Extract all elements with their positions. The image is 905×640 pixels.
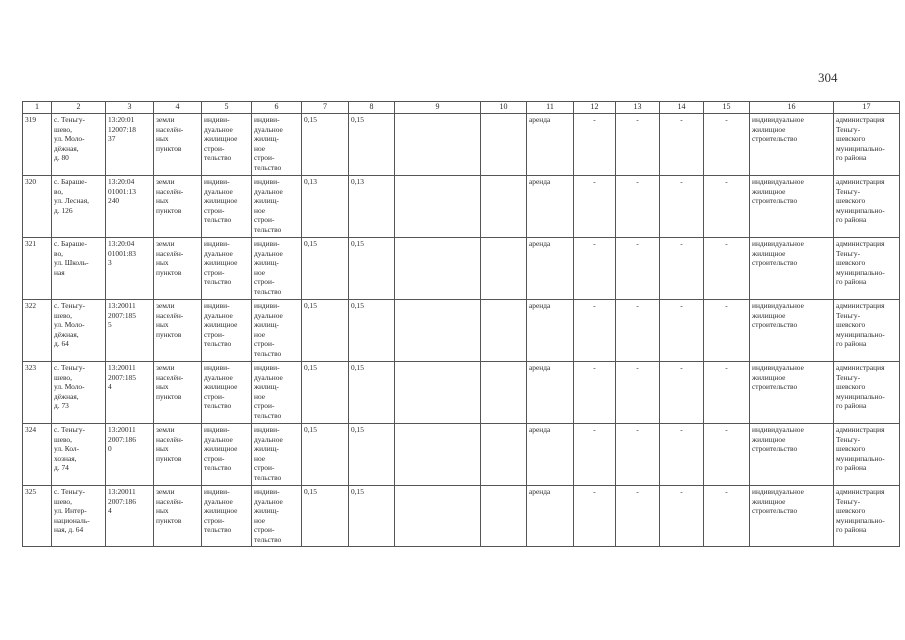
column-number: 5	[202, 102, 252, 114]
empty-cell	[481, 486, 527, 547]
address-cell: с. Теньгу- шево, ул. Интер- националь- ная, д. 64	[52, 486, 106, 547]
cadastral-number-cell: 13:20011 2007:186 4	[106, 486, 154, 547]
dash-cell: -	[660, 300, 704, 362]
owner-cell: администрация Теньгу- шевского муниципально- го района	[834, 238, 900, 300]
actual-use-cell: индиви- дуальное жилищ- ное строи- тельство	[252, 114, 302, 176]
column-number: 4	[154, 102, 202, 114]
actual-use-cell: индиви- дуальное жилищ- ное строи- тельство	[252, 424, 302, 486]
empty-cell	[481, 176, 527, 238]
cadastral-number-cell: 13:20011 2007:186 0	[106, 424, 154, 486]
table-row	[23, 424, 900, 486]
dash-cell: -	[660, 486, 704, 547]
column-number: 8	[349, 102, 395, 114]
address-cell: с. Бараше- во, ул. Лесная, д. 126	[52, 176, 106, 238]
empty-cell	[481, 114, 527, 176]
cadastral-number-cell: 13:20011 2007:185 4	[106, 362, 154, 424]
empty-cell	[395, 114, 481, 176]
right-type-cell: аренда	[527, 238, 574, 300]
area-cell: 0,15	[349, 238, 395, 300]
actual-use-cell: индиви- дуальное жилищ- ное строи- тельство	[252, 176, 302, 238]
purpose-cell: индивидуальное жилищное строительство	[750, 424, 834, 486]
dash-cell: -	[660, 362, 704, 424]
owner-cell: администрация Теньгу- шевского муниципально- го района	[834, 486, 900, 547]
purpose-cell: индивидуальное жилищное строительство	[750, 114, 834, 176]
dash-cell: -	[660, 176, 704, 238]
actual-use-cell: индиви- дуальное жилищ- ное строи- тельство	[252, 486, 302, 547]
actual-use-cell: индиви- дуальное жилищ- ное строи- тельство	[252, 362, 302, 424]
column-number: 10	[481, 102, 527, 114]
dash-cell: -	[660, 238, 704, 300]
address-cell: с. Теньгу- шево, ул. Моло- дёжная, д. 64	[52, 300, 106, 362]
area-cell: 0,15	[302, 300, 349, 362]
land-category-cell: земли населён- ных пунктов	[154, 114, 202, 176]
column-number: 1	[23, 102, 52, 114]
actual-use-cell: индиви- дуальное жилищ- ное строи- тельство	[252, 300, 302, 362]
empty-cell	[395, 176, 481, 238]
empty-cell	[481, 238, 527, 300]
land-plots-table	[22, 101, 900, 547]
dash-cell: -	[616, 238, 660, 300]
table-body	[23, 114, 900, 547]
address-cell: с. Теньгу- шево, ул. Кол- хозная, д. 74	[52, 424, 106, 486]
land-category-cell: земли населён- ных пунктов	[154, 362, 202, 424]
dash-cell: -	[616, 176, 660, 238]
empty-cell	[395, 238, 481, 300]
land-category-cell: земли населён- ных пунктов	[154, 486, 202, 547]
dash-cell: -	[574, 300, 616, 362]
permitted-use-cell: индиви- дуальное жилищное строи- тельство	[202, 238, 252, 300]
column-number: 12	[574, 102, 616, 114]
table-row	[23, 238, 900, 300]
row-number-cell: 323	[23, 362, 52, 424]
dash-cell: -	[574, 362, 616, 424]
land-category-cell: земли населён- ных пунктов	[154, 424, 202, 486]
dash-cell: -	[616, 362, 660, 424]
area-cell: 0,15	[349, 424, 395, 486]
dash-cell: -	[704, 362, 750, 424]
permitted-use-cell: индиви- дуальное жилищное строи- тельство	[202, 300, 252, 362]
area-cell: 0,15	[349, 486, 395, 547]
column-number: 6	[252, 102, 302, 114]
purpose-cell: индивидуальное жилищное строительство	[750, 486, 834, 547]
land-category-cell: земли населён- ных пунктов	[154, 176, 202, 238]
table-row	[23, 362, 900, 424]
column-number: 16	[750, 102, 834, 114]
column-number: 2	[52, 102, 106, 114]
table-row	[23, 486, 900, 547]
dash-cell: -	[574, 114, 616, 176]
empty-cell	[395, 486, 481, 547]
purpose-cell: индивидуальное жилищное строительство	[750, 362, 834, 424]
row-number-cell: 325	[23, 486, 52, 547]
address-cell: с. Теньгу- шево, ул. Моло- дёжная, д. 80	[52, 114, 106, 176]
land-category-cell: земли населён- ных пунктов	[154, 300, 202, 362]
table-row	[23, 300, 900, 362]
column-number: 11	[527, 102, 574, 114]
column-number: 14	[660, 102, 704, 114]
column-number-row	[23, 102, 900, 114]
right-type-cell: аренда	[527, 114, 574, 176]
right-type-cell: аренда	[527, 362, 574, 424]
dash-cell: -	[660, 114, 704, 176]
address-cell: с. Бараше- во, ул. Школь- ная	[52, 238, 106, 300]
purpose-cell: индивидуальное жилищное строительство	[750, 176, 834, 238]
dash-cell: -	[574, 424, 616, 486]
table-row	[23, 114, 900, 176]
area-cell: 0,15	[302, 362, 349, 424]
owner-cell: администрация Теньгу- шевского муниципально- го района	[834, 424, 900, 486]
area-cell: 0,15	[302, 114, 349, 176]
area-cell: 0,15	[302, 424, 349, 486]
dash-cell: -	[704, 424, 750, 486]
row-number-cell: 322	[23, 300, 52, 362]
empty-cell	[481, 300, 527, 362]
empty-cell	[395, 300, 481, 362]
area-cell: 0,15	[302, 486, 349, 547]
row-number-cell: 319	[23, 114, 52, 176]
dash-cell: -	[616, 300, 660, 362]
address-cell: с. Теньгу- шево, ул. Моло- дёжная, д. 73	[52, 362, 106, 424]
column-number: 9	[395, 102, 481, 114]
empty-cell	[395, 424, 481, 486]
dash-cell: -	[574, 176, 616, 238]
purpose-cell: индивидуальное жилищное строительство	[750, 238, 834, 300]
permitted-use-cell: индиви- дуальное жилищное строи- тельство	[202, 176, 252, 238]
owner-cell: администрация Теньгу- шевского муниципально- го района	[834, 300, 900, 362]
right-type-cell: аренда	[527, 300, 574, 362]
permitted-use-cell: индиви- дуальное жилищное строи- тельство	[202, 486, 252, 547]
right-type-cell: аренда	[527, 176, 574, 238]
dash-cell: -	[574, 486, 616, 547]
actual-use-cell: индиви- дуальное жилищ- ное строи- тельство	[252, 238, 302, 300]
dash-cell: -	[574, 238, 616, 300]
dash-cell: -	[704, 300, 750, 362]
column-number: 15	[704, 102, 750, 114]
permitted-use-cell: индиви- дуальное жилищное строи- тельство	[202, 424, 252, 486]
land-category-cell: земли населён- ных пунктов	[154, 238, 202, 300]
row-number-cell: 320	[23, 176, 52, 238]
page-number: 304	[818, 70, 838, 85]
column-number: 3	[106, 102, 154, 114]
table-row	[23, 176, 900, 238]
dash-cell: -	[616, 424, 660, 486]
cadastral-number-cell: 13:20011 2007:185 5	[106, 300, 154, 362]
column-number: 17	[834, 102, 900, 114]
purpose-cell: индивидуальное жилищное строительство	[750, 300, 834, 362]
cadastral-number-cell: 13:20:01 12007:18 37	[106, 114, 154, 176]
dash-cell: -	[704, 176, 750, 238]
empty-cell	[481, 424, 527, 486]
right-type-cell: аренда	[527, 424, 574, 486]
area-cell: 0,13	[349, 176, 395, 238]
permitted-use-cell: индиви- дуальное жилищное строи- тельство	[202, 362, 252, 424]
empty-cell	[481, 362, 527, 424]
permitted-use-cell: индиви- дуальное жилищное строи- тельство	[202, 114, 252, 176]
dash-cell: -	[704, 238, 750, 300]
area-cell: 0,15	[349, 362, 395, 424]
dash-cell: -	[616, 114, 660, 176]
cadastral-number-cell: 13:20:04 01001:83 3	[106, 238, 154, 300]
owner-cell: администрация Теньгу- шевского муниципально- го района	[834, 176, 900, 238]
dash-cell: -	[616, 486, 660, 547]
column-number: 7	[302, 102, 349, 114]
owner-cell: администрация Теньгу- шевского муниципально- го района	[834, 362, 900, 424]
column-number: 13	[616, 102, 660, 114]
owner-cell: администрация Теньгу- шевского муниципально- го района	[834, 114, 900, 176]
area-cell: 0,15	[349, 300, 395, 362]
cadastral-number-cell: 13:20:04 01001:13 240	[106, 176, 154, 238]
area-cell: 0,15	[302, 238, 349, 300]
area-cell: 0,13	[302, 176, 349, 238]
dash-cell: -	[704, 486, 750, 547]
row-number-cell: 321	[23, 238, 52, 300]
right-type-cell: аренда	[527, 486, 574, 547]
dash-cell: -	[660, 424, 704, 486]
empty-cell	[395, 362, 481, 424]
row-number-cell: 324	[23, 424, 52, 486]
dash-cell: -	[704, 114, 750, 176]
area-cell: 0,15	[349, 114, 395, 176]
